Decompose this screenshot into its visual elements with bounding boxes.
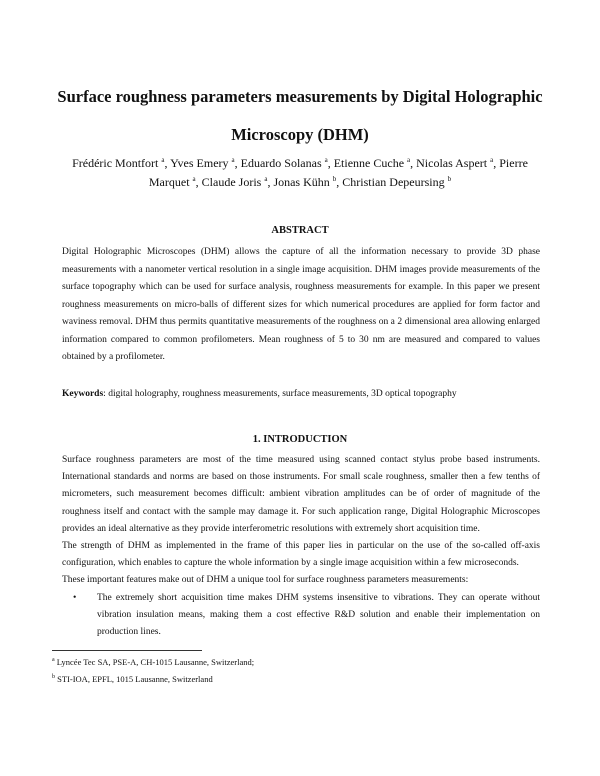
bullet-icon: • — [73, 592, 77, 603]
list-item — [62, 590, 540, 642]
author-affiliation-mark: b — [332, 175, 337, 183]
intro-paragraph: Surface roughness parameters are most of the time measured using scanned contact stylus probe based instruments. International standards and norms are based on those instruments. For small scale roughness, smaller then a few tenths of micrometers, such measurement becomes difficult: ambient vibration amplitudes can be of order of magnitude of the roughness itself and contact with the sample may damage it. For such application range, Digital Holographic Microscopes provides an ideal alternative as they provide interferometric resolutions with extremely short acquisition time. — [62, 455, 540, 534]
footnote-mark: a — [52, 657, 55, 663]
intro-paragraph: The strength of DHM as implemented in the frame of this paper lies in particular on the use of the so-called off-axis configuration, which enables to capture the whole information by a single image acquisition within a few microseconds. — [62, 541, 540, 569]
author-separator: , — [410, 156, 417, 170]
intro-bullet-list — [62, 590, 540, 642]
author-separator: , — [267, 175, 274, 189]
footnotes — [52, 654, 542, 688]
author-name: Jonas Kühn — [273, 175, 330, 189]
bullet-text: The extremely short acquisition time makes DHM systems insensitive to vibrations. They can operate without vibration insulation means, making them a cost effective R&D solution and enable their implementation on production lines. — [97, 592, 540, 638]
author-separator: , — [195, 175, 202, 189]
author-affiliation-mark: a — [490, 156, 494, 164]
author-affiliation-mark: a — [231, 156, 235, 164]
author-affiliation-mark: a — [324, 156, 328, 164]
author-separator: , — [336, 175, 343, 189]
paper-title: Surface roughness parameters measurements by Digital Holographic Microscopy (DHM) — [57, 87, 543, 144]
author-separator: , — [327, 156, 334, 170]
author-affiliation-mark: b — [447, 175, 452, 183]
footnote-item — [52, 654, 542, 671]
author-list — [60, 154, 540, 192]
keywords-label: Keywords — [62, 389, 104, 399]
keywords — [62, 386, 540, 403]
footnote-text: Lyncée Tec SA, PSE-A, CH-1015 Lausanne, Switzerland; — [54, 657, 255, 667]
author-name: Christian Depeursing — [342, 175, 445, 189]
author-name: Pierre Marquet — [148, 156, 528, 189]
author-affiliation-mark: a — [407, 156, 411, 164]
author-name: Frédéric Montfort — [72, 156, 159, 170]
intro-paragraph: These important features make out of DHM a unique tool for surface roughness parameters measurements: — [62, 575, 469, 586]
footnote-item — [52, 671, 542, 688]
section-heading-introduction: 1. INTRODUCTION — [252, 434, 348, 445]
author-affiliation-mark: a — [192, 175, 196, 183]
author-name: Nicolas Aspert — [416, 156, 488, 170]
author-name: Yves Emery — [170, 156, 229, 170]
keywords-list: digital holography, roughness measurements, surface measurements, 3D optical topography — [108, 389, 457, 399]
footnote-mark: b — [52, 674, 55, 680]
author-separator: , — [493, 156, 500, 170]
keywords-separator: : — [103, 389, 109, 399]
author-affiliation-mark: a — [161, 156, 165, 164]
author-name: Eduardo Solanas — [240, 156, 322, 170]
footnote-divider — [52, 650, 202, 651]
author-name: Etienne Cuche — [333, 156, 405, 170]
author-separator: , — [234, 156, 241, 170]
abstract-heading: ABSTRACT — [271, 225, 329, 236]
author-separator: , — [164, 156, 171, 170]
abstract-text: Digital Holographic Microscopes (DHM) allows the capture of all the information necessary to provide 3D phase measurements with a nanometer vertical resolution in a single image acquisition. DHM images provide measurements of the surface topography which can be used for surface analysis, roughness measurements for example. In this paper we present roughness measurements on micro-balls of different sizes for which numerical procedures are applied for form factor and waviness removal. DHM thus permits quantitative measurements of the roughness on a 2 dimensional area allowing enlarged information compared to common profilometers. Mean roughness of 5 to 30 nm are measured and compared to values obtained by a profilometer. — [62, 247, 540, 362]
author-name: Claude Joris — [201, 175, 262, 189]
author-affiliation-mark: a — [264, 175, 268, 183]
introduction-body — [62, 452, 540, 641]
footnote-text: STI-IOA, EPFL, 1015 Lausanne, Switzerland — [55, 674, 213, 684]
